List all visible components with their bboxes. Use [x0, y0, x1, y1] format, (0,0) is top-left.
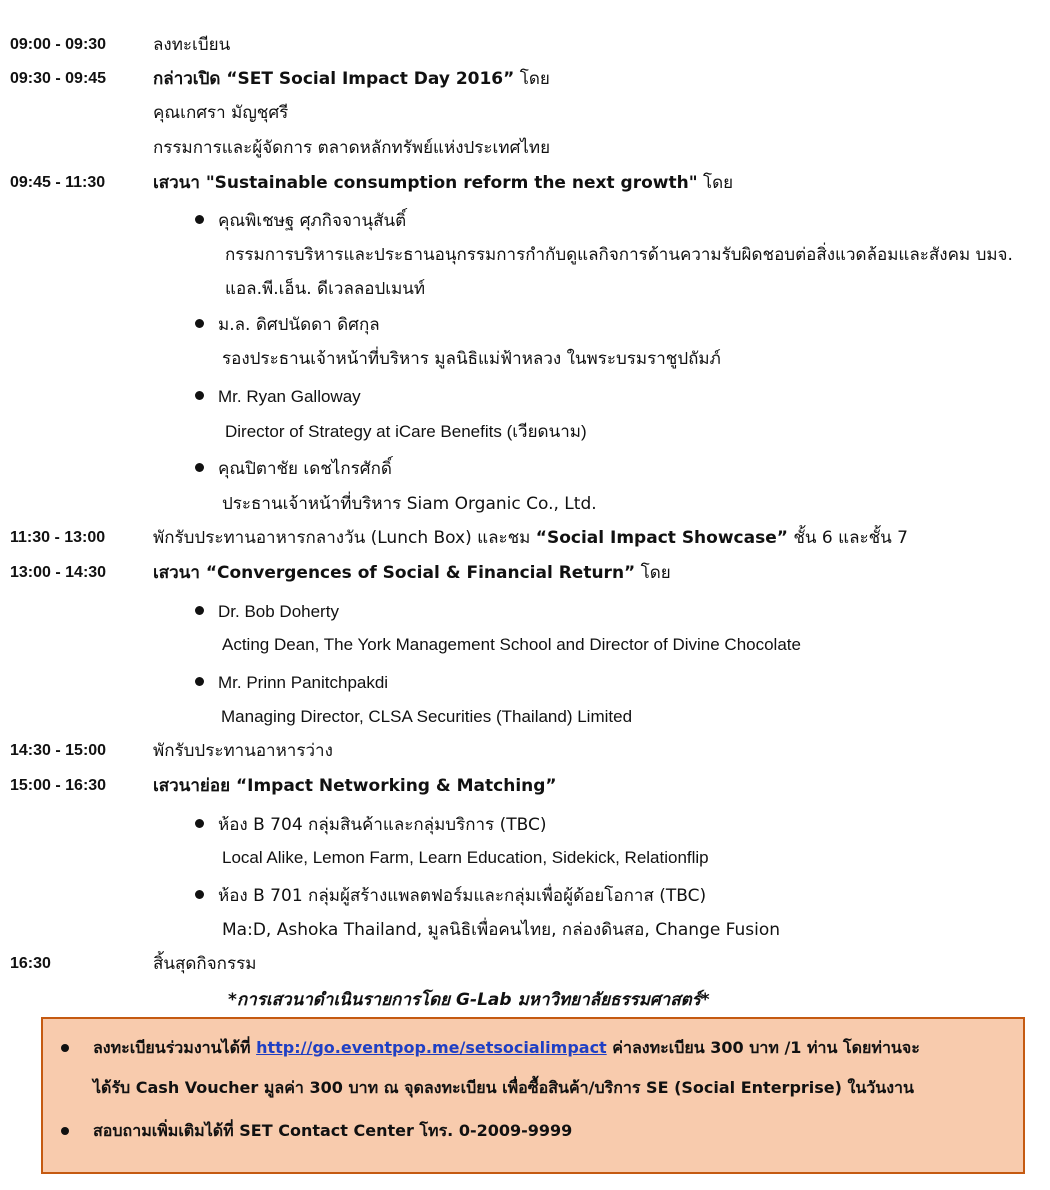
- speaker-detail: Managing Director, CLSA Securities (Thailand) Limited: [221, 707, 633, 726]
- registration-line-2: ได้รับ Cash Voucher มูลค่า 300 บาท ณ จุดลงทะเบียน เพื่อซื้อสินค้า/บริการ SE (Social Enterprise) ในวันงาน: [93, 1078, 914, 1097]
- agenda-time: 09:00 - 09:30: [10, 36, 107, 53]
- registration-link[interactable]: http://go.eventpop.me/setsocialimpact: [256, 1038, 607, 1057]
- bullet-icon: [195, 215, 204, 224]
- room-name: ห้อง B 704 กลุ่มสินค้าและกลุ่มบริการ (TBC): [218, 815, 547, 835]
- speaker-detail: Acting Dean, The York Management School and Director of Divine Chocolate: [222, 635, 801, 654]
- speaker-item: [195, 380, 361, 414]
- moderator-note: *การเสวนาดำเนินรายการโดย G-Lab มหาวิทยาลัยธรรมศาสตร์*: [228, 990, 710, 1010]
- room-participants: Ma:D, Ashoka Thailand, มูลนิธิเพื่อคนไทย, กล่องดินสอ, Change Fusion: [222, 920, 781, 940]
- bullet-icon: [195, 606, 204, 615]
- agenda-title: สิ้นสุดกิจกรรม: [153, 954, 257, 974]
- speaker-name: Dr. Bob Doherty: [218, 602, 339, 621]
- agenda-title-bold: เสวนา “Convergences of Social & Financial Return”: [153, 563, 636, 583]
- agenda-time: 16:30: [10, 955, 51, 972]
- speaker-name: คุณพิเชษฐ ศุภกิจจานุสันติ์: [218, 211, 407, 231]
- speaker-detail: Director of Strategy at iCare Benefits (เวียดนาม): [225, 422, 587, 441]
- registration-fee: ค่าลงทะเบียน 300 บาท /1 ท่าน โดยท่านจะ: [606, 1038, 920, 1057]
- speaker-name: Mr. Prinn Panitchpakdi: [218, 673, 389, 692]
- agenda-row: [0, 556, 1050, 590]
- speaker-name: ม.ล. ดิศปนัดดา ดิศกุล: [218, 315, 380, 335]
- agenda-row: [0, 521, 1050, 555]
- speaker-item: [195, 879, 706, 913]
- bullet-icon: [195, 391, 204, 400]
- speaker-name: คุณปิตาชัย เดชไกรศักดิ์: [218, 459, 392, 479]
- agenda-time: 13:00 - 14:30: [10, 564, 107, 581]
- speaker-item: [195, 452, 392, 486]
- bullet-icon: [195, 319, 204, 328]
- speaker-name: Mr. Ryan Galloway: [218, 387, 361, 406]
- agenda-row: [0, 28, 1050, 62]
- speaker-detail: แอล.พี.เอ็น. ดีเวลลอปเมนท์: [225, 279, 426, 299]
- agenda-title-bold: เสวนาย่อย “Impact Networking & Matching”: [153, 776, 557, 796]
- agenda-title-bold: กล่าวเปิด “SET Social Impact Day 2016”: [153, 69, 515, 89]
- room-name: ห้อง B 701 กลุ่มผู้สร้างแพลตฟอร์มและกลุ่มเพื่อผู้ด้อยโอกาส (TBC): [218, 886, 707, 906]
- agenda-title-tail: โดย: [635, 563, 671, 583]
- bullet-icon: [195, 463, 204, 472]
- agenda-time: 09:45 - 11:30: [10, 174, 106, 191]
- speaker-item: [195, 308, 380, 342]
- contact-line: สอบถามเพิ่มเติมได้ที่ SET Contact Center โทร. 0-2009-9999: [93, 1121, 573, 1140]
- bullet-icon: [195, 890, 204, 899]
- agenda-time: 09:30 - 09:45: [10, 70, 107, 87]
- agenda-row: [0, 947, 1050, 981]
- speaker-item: [195, 808, 546, 842]
- agenda-time: 14:30 - 15:00: [10, 742, 107, 759]
- registration-line: [93, 1031, 920, 1065]
- agenda-title-pre: พักรับประทานอาหารกลางวัน (Lunch Box) และชม: [153, 528, 536, 548]
- speaker-title: กรรมการและผู้จัดการ ตลาดหลักทรัพย์แห่งประเทศไทย: [153, 138, 551, 158]
- bullet-icon: [195, 819, 204, 828]
- agenda-time: 11:30 - 13:00: [10, 529, 106, 546]
- agenda-title: [153, 769, 557, 803]
- registration-text: ลงทะเบียนร่วมงานได้ที่: [93, 1038, 257, 1057]
- agenda-row: [0, 166, 1050, 200]
- agenda-time: 15:00 - 16:30: [10, 777, 107, 794]
- speaker-detail: กรรมการบริหารและประธานอนุกรรมการกำกับดูแลกิจการด้านความรับผิดชอบต่อสิ่งแวดล้อมและสังคม บมจ.: [225, 245, 1013, 265]
- agenda-title: [153, 521, 908, 555]
- agenda-title-tail: ชั้น 6 และชั้น 7: [787, 528, 908, 548]
- agenda-title: พักรับประทานอาหารว่าง: [153, 741, 333, 761]
- bullet-icon: [195, 677, 204, 686]
- bullet-icon: [61, 1127, 69, 1135]
- bullet-icon: [61, 1044, 69, 1052]
- speaker-item: [195, 666, 388, 700]
- agenda-title: [153, 62, 550, 96]
- agenda-title-bold: “Social Impact Showcase”: [535, 528, 788, 548]
- agenda-row: [0, 734, 1050, 768]
- agenda-title: [153, 556, 671, 590]
- speaker-detail: ประธานเจ้าหน้าที่บริหาร Siam Organic Co., Ltd.: [222, 494, 597, 514]
- agenda-title-tail: โดย: [514, 69, 550, 89]
- agenda-row: [0, 62, 1050, 96]
- agenda-title: [153, 166, 733, 200]
- speaker-item: [195, 204, 406, 238]
- room-participants: Local Alike, Lemon Farm, Learn Education, Sidekick, Relationflip: [222, 848, 709, 867]
- speaker-detail: รองประธานเจ้าหน้าที่บริหาร มูลนิธิแม่ฟ้าหลวง ในพระบรมราชูปถัมภ์: [222, 349, 721, 369]
- speaker-item: [195, 595, 339, 629]
- agenda-title-bold: เสวนา "Sustainable consumption reform the next growth": [153, 173, 698, 193]
- agenda-title: ลงทะเบียน: [153, 35, 231, 55]
- registration-info-box: [41, 1017, 1025, 1174]
- agenda-row: [0, 769, 1050, 803]
- speaker-name: คุณเกศรา มัญชุศรี: [153, 103, 289, 123]
- agenda-title-tail: โดย: [697, 173, 734, 193]
